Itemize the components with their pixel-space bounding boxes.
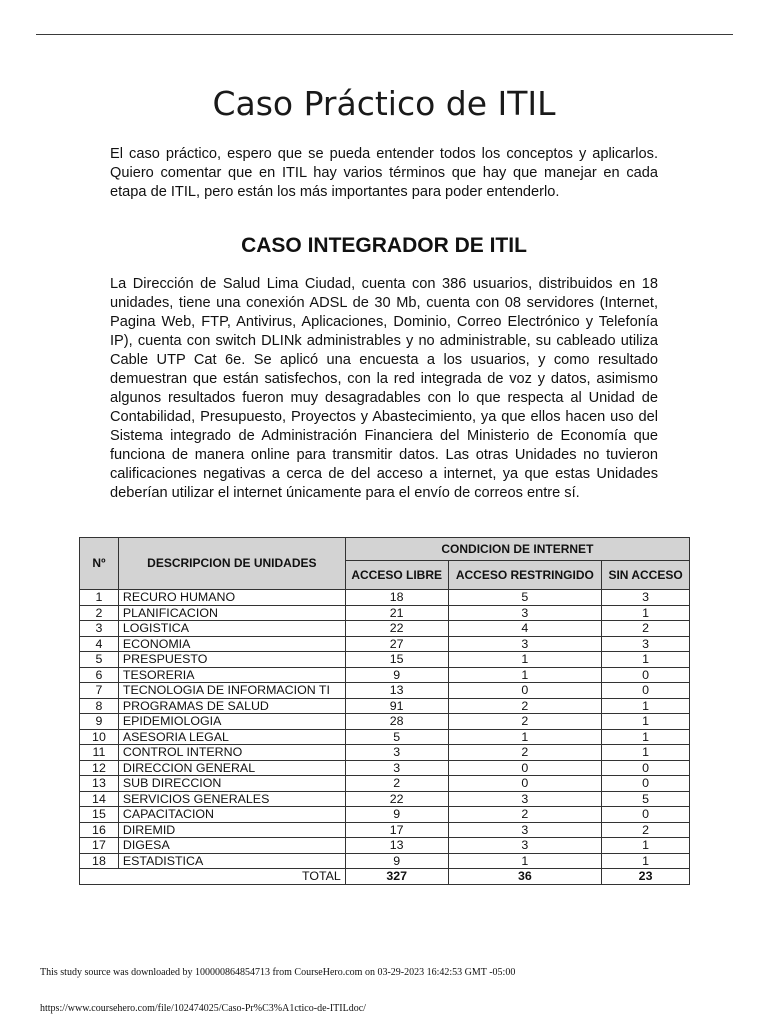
- row-unit: SERVICIOS GENERALES: [118, 791, 345, 807]
- row-sin-acceso: 5: [602, 791, 690, 807]
- header-sin-acceso: SIN ACCESO: [602, 561, 690, 590]
- row-acceso-restringido: 2: [448, 745, 602, 761]
- row-acceso-libre: 22: [345, 791, 448, 807]
- row-sin-acceso: 0: [602, 683, 690, 699]
- row-unit: TECNOLOGIA DE INFORMACION TI: [118, 683, 345, 699]
- row-number: 14: [80, 791, 119, 807]
- row-acceso-restringido: 1: [448, 853, 602, 869]
- row-acceso-restringido: 3: [448, 791, 602, 807]
- total-label: TOTAL: [80, 869, 346, 885]
- row-sin-acceso: 3: [602, 590, 690, 606]
- row-unit: ESTADISTICA: [118, 853, 345, 869]
- row-number: 15: [80, 807, 119, 823]
- row-acceso-libre: 3: [345, 760, 448, 776]
- row-number: 12: [80, 760, 119, 776]
- row-sin-acceso: 1: [602, 605, 690, 621]
- row-acceso-libre: 9: [345, 853, 448, 869]
- row-acceso-libre: 17: [345, 822, 448, 838]
- row-unit: DIRECCION GENERAL: [118, 760, 345, 776]
- row-number: 5: [80, 652, 119, 668]
- row-sin-acceso: 1: [602, 853, 690, 869]
- source-url: https://www.coursehero.com/file/102474025/Caso-Pr%C3%A1ctico-de-ITILdoc/: [40, 1003, 366, 1014]
- total-acceso-restringido: 36: [448, 869, 602, 885]
- row-number: 9: [80, 714, 119, 730]
- row-number: 13: [80, 776, 119, 792]
- section-heading: CASO INTEGRADOR DE ITIL: [241, 234, 527, 257]
- row-unit: PRESPUESTO: [118, 652, 345, 668]
- row-acceso-libre: 28: [345, 714, 448, 730]
- row-acceso-restringido: 2: [448, 807, 602, 823]
- row-number: 8: [80, 698, 119, 714]
- table-row: [80, 636, 690, 652]
- table-body: [80, 590, 690, 869]
- table-row: [80, 652, 690, 668]
- table-row: [80, 791, 690, 807]
- row-sin-acceso: 0: [602, 776, 690, 792]
- row-acceso-libre: 3: [345, 745, 448, 761]
- row-acceso-restringido: 1: [448, 652, 602, 668]
- units-table: [79, 537, 690, 885]
- row-unit: TESORERIA: [118, 667, 345, 683]
- row-acceso-libre: 27: [345, 636, 448, 652]
- row-acceso-restringido: 3: [448, 822, 602, 838]
- row-acceso-libre: 13: [345, 838, 448, 854]
- row-acceso-libre: 18: [345, 590, 448, 606]
- table-row: [80, 667, 690, 683]
- row-unit: ASESORIA LEGAL: [118, 729, 345, 745]
- row-number: 16: [80, 822, 119, 838]
- row-number: 17: [80, 838, 119, 854]
- top-divider: [36, 34, 733, 35]
- row-acceso-restringido: 5: [448, 590, 602, 606]
- table-row: [80, 807, 690, 823]
- row-number: 1: [80, 590, 119, 606]
- row-acceso-restringido: 2: [448, 714, 602, 730]
- intro-paragraph: El caso práctico, espero que se pueda entender todos los conceptos y aplicarlos. Quiero comentar que en ITIL hay varios términos que hay que manejar en cada etapa de ITIL, pero están los más importantes para poder entenderlo.: [110, 146, 658, 200]
- table-row: [80, 838, 690, 854]
- row-sin-acceso: 1: [602, 698, 690, 714]
- row-acceso-restringido: 2: [448, 698, 602, 714]
- row-sin-acceso: 1: [602, 745, 690, 761]
- row-sin-acceso: 1: [602, 652, 690, 668]
- table-row: [80, 760, 690, 776]
- header-description: DESCRIPCION DE UNIDADES: [118, 538, 345, 590]
- row-sin-acceso: 1: [602, 714, 690, 730]
- row-unit: CONTROL INTERNO: [118, 745, 345, 761]
- row-unit: CAPACITACION: [118, 807, 345, 823]
- header-acceso-restringido: ACCESO RESTRINGIDO: [448, 561, 602, 590]
- row-number: 18: [80, 853, 119, 869]
- row-acceso-libre: 91: [345, 698, 448, 714]
- table-row: [80, 853, 690, 869]
- row-number: 3: [80, 621, 119, 637]
- row-acceso-restringido: 1: [448, 729, 602, 745]
- table-row: [80, 745, 690, 761]
- row-acceso-restringido: 4: [448, 621, 602, 637]
- total-acceso-libre: 327: [345, 869, 448, 885]
- row-unit: PLANIFICACION: [118, 605, 345, 621]
- row-sin-acceso: 2: [602, 621, 690, 637]
- row-acceso-libre: 9: [345, 667, 448, 683]
- table-row: [80, 729, 690, 745]
- row-acceso-libre: 13: [345, 683, 448, 699]
- case-paragraph: La Dirección de Salud Lima Ciudad, cuenta con 386 usuarios, distribuidos en 18 unidades, tiene una conexión ADSL de 30 Mb, cuenta con 08 servidores (Internet, Pagina Web, FTP, Antivirus, Aplicaciones, Dominio, Correo Electrónico y Telefonía IP), cuenta con switch DLINk administrables y no administrable, su cableado utiliza Cable UTP Cat 6e. Se aplicó una encuesta a los usuarios, y como resultado demuestran que están satisfechos, con la red integrada de voz y datos, asimismo algunos resultados fueron muy desagradables con lo que respecta al Unidad de Contabilidad, Presupuesto, Proyectos y Abastecimiento, ya que ellos hacen uso del Sistema integrado de Administración Financiera del Ministerio de Economía que funciona de manera online para transmitir datos. Las otras Unidades no tuvieron calificaciones negativas a cerca de del acceso a internet, ya que estas Unidades deberían utilizar el internet únicamente para el envío de correos entre sí.: [110, 276, 658, 501]
- table-row: [80, 714, 690, 730]
- download-notice: This study source was downloaded by 100000864854713 from CourseHero.com on 03-29-2023 16:42:53 GMT -05:00: [40, 967, 516, 978]
- row-sin-acceso: 2: [602, 822, 690, 838]
- row-acceso-libre: 9: [345, 807, 448, 823]
- row-number: 4: [80, 636, 119, 652]
- table-row: [80, 822, 690, 838]
- row-unit: RECURO HUMANO: [118, 590, 345, 606]
- total-row: [80, 869, 690, 885]
- row-acceso-libre: 15: [345, 652, 448, 668]
- header-acceso-libre: ACCESO LIBRE: [345, 561, 448, 590]
- row-number: 11: [80, 745, 119, 761]
- row-acceso-restringido: 3: [448, 636, 602, 652]
- row-number: 7: [80, 683, 119, 699]
- document-title: Caso Práctico de ITIL: [212, 84, 556, 123]
- table-row: [80, 605, 690, 621]
- row-sin-acceso: 1: [602, 838, 690, 854]
- row-acceso-restringido: 0: [448, 760, 602, 776]
- row-acceso-libre: 5: [345, 729, 448, 745]
- table-row: [80, 683, 690, 699]
- row-acceso-restringido: 0: [448, 683, 602, 699]
- row-unit: SUB DIRECCION: [118, 776, 345, 792]
- row-unit: DIGESA: [118, 838, 345, 854]
- row-unit: ECONOMIA: [118, 636, 345, 652]
- row-sin-acceso: 1: [602, 729, 690, 745]
- row-acceso-libre: 21: [345, 605, 448, 621]
- row-sin-acceso: 0: [602, 760, 690, 776]
- total-sin-acceso: 23: [602, 869, 690, 885]
- row-number: 6: [80, 667, 119, 683]
- table-header-row: [80, 538, 690, 561]
- header-internet-condition: CONDICION DE INTERNET: [345, 538, 689, 561]
- row-unit: DIREMID: [118, 822, 345, 838]
- row-sin-acceso: 0: [602, 807, 690, 823]
- table-row: [80, 776, 690, 792]
- row-acceso-restringido: 3: [448, 838, 602, 854]
- row-unit: PROGRAMAS DE SALUD: [118, 698, 345, 714]
- table-row: [80, 590, 690, 606]
- row-acceso-libre: 2: [345, 776, 448, 792]
- row-number: 2: [80, 605, 119, 621]
- row-sin-acceso: 0: [602, 667, 690, 683]
- row-unit: LOGISTICA: [118, 621, 345, 637]
- table-row: [80, 621, 690, 637]
- row-unit: EPIDEMIOLOGIA: [118, 714, 345, 730]
- row-acceso-restringido: 0: [448, 776, 602, 792]
- row-acceso-libre: 22: [345, 621, 448, 637]
- row-acceso-restringido: 3: [448, 605, 602, 621]
- row-sin-acceso: 3: [602, 636, 690, 652]
- row-number: 10: [80, 729, 119, 745]
- header-number: Nº: [80, 538, 119, 590]
- table-row: [80, 698, 690, 714]
- row-acceso-restringido: 1: [448, 667, 602, 683]
